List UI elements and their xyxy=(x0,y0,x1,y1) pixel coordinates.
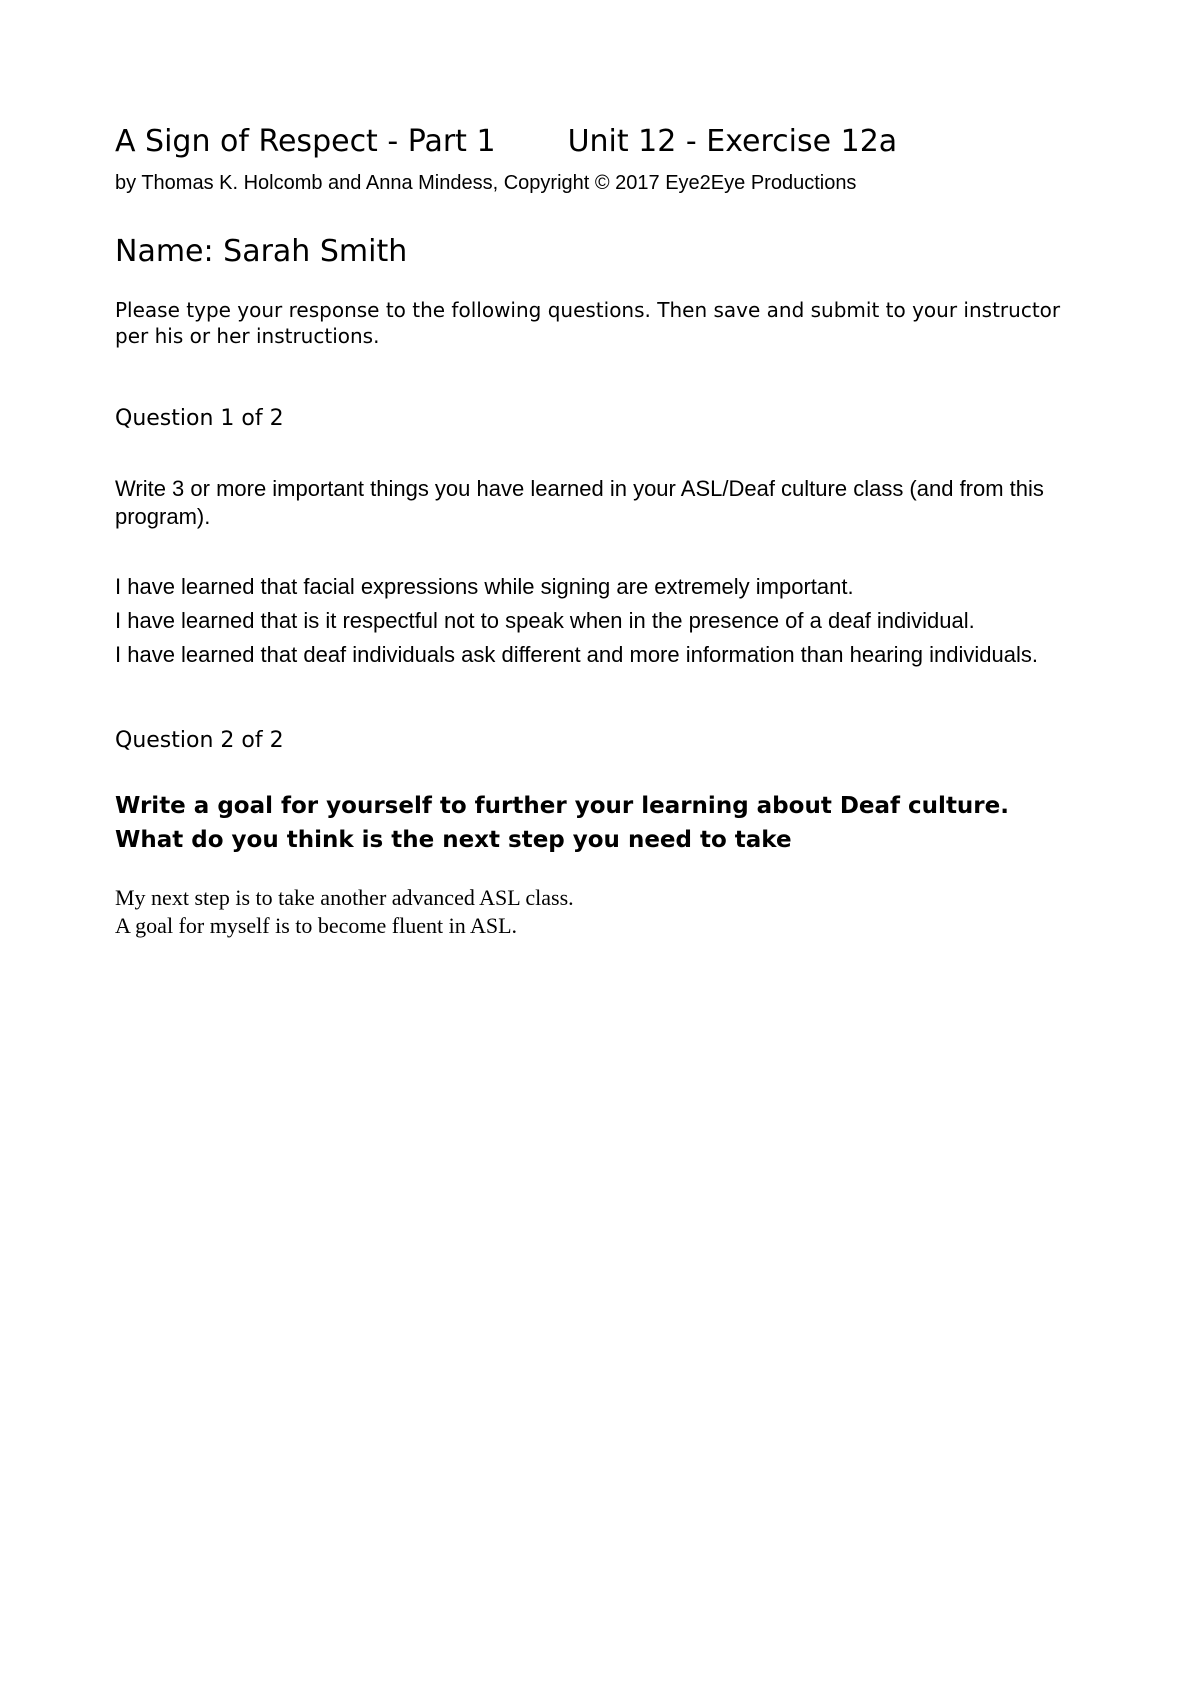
question-1-heading: Question 1 of 2 xyxy=(115,406,284,431)
question-1-prompt: Write 3 or more important things you have learned in your ASL/Deaf culture class (and from this program). xyxy=(115,476,1044,529)
instructions-text: Please type your response to the following questions. Then save and submit to your instructor per his or her instructions. xyxy=(115,298,1061,348)
question-1-answer-2: I have learned that is it respectful not to speak when in the presence of a deaf individual. xyxy=(115,608,975,633)
question-1-answer-1: I have learned that facial expressions while signing are extremely important. xyxy=(115,574,854,599)
document-title xyxy=(115,123,897,161)
title-right: Unit 12 - Exercise 12a xyxy=(567,124,898,159)
question-2-answer-line-2: A goal for myself is to become fluent in ASL. xyxy=(115,913,518,938)
question-1-answer-3: I have learned that deaf individuals ask different and more information than hearing individuals. xyxy=(115,642,1038,667)
question-2-heading: Question 2 of 2 xyxy=(115,728,284,753)
question-2-prompt xyxy=(115,789,1095,857)
question-2-answer xyxy=(115,884,1095,940)
question-2-prompt-line-1: Write a goal for yourself to further your learning about Deaf culture. xyxy=(115,793,1009,819)
byline: by Thomas K. Holcomb and Anna Mindess, Copyright © 2017 Eye2Eye Productions xyxy=(115,172,857,194)
title-left: A Sign of Respect - Part 1 xyxy=(115,124,496,159)
question-2-answer-line-1: My next step is to take another advanced ASL class. xyxy=(115,885,574,910)
question-2-prompt-line-2: What do you think is the next step you need to take xyxy=(115,827,792,853)
student-name: Name: Sarah Smith xyxy=(115,234,408,269)
